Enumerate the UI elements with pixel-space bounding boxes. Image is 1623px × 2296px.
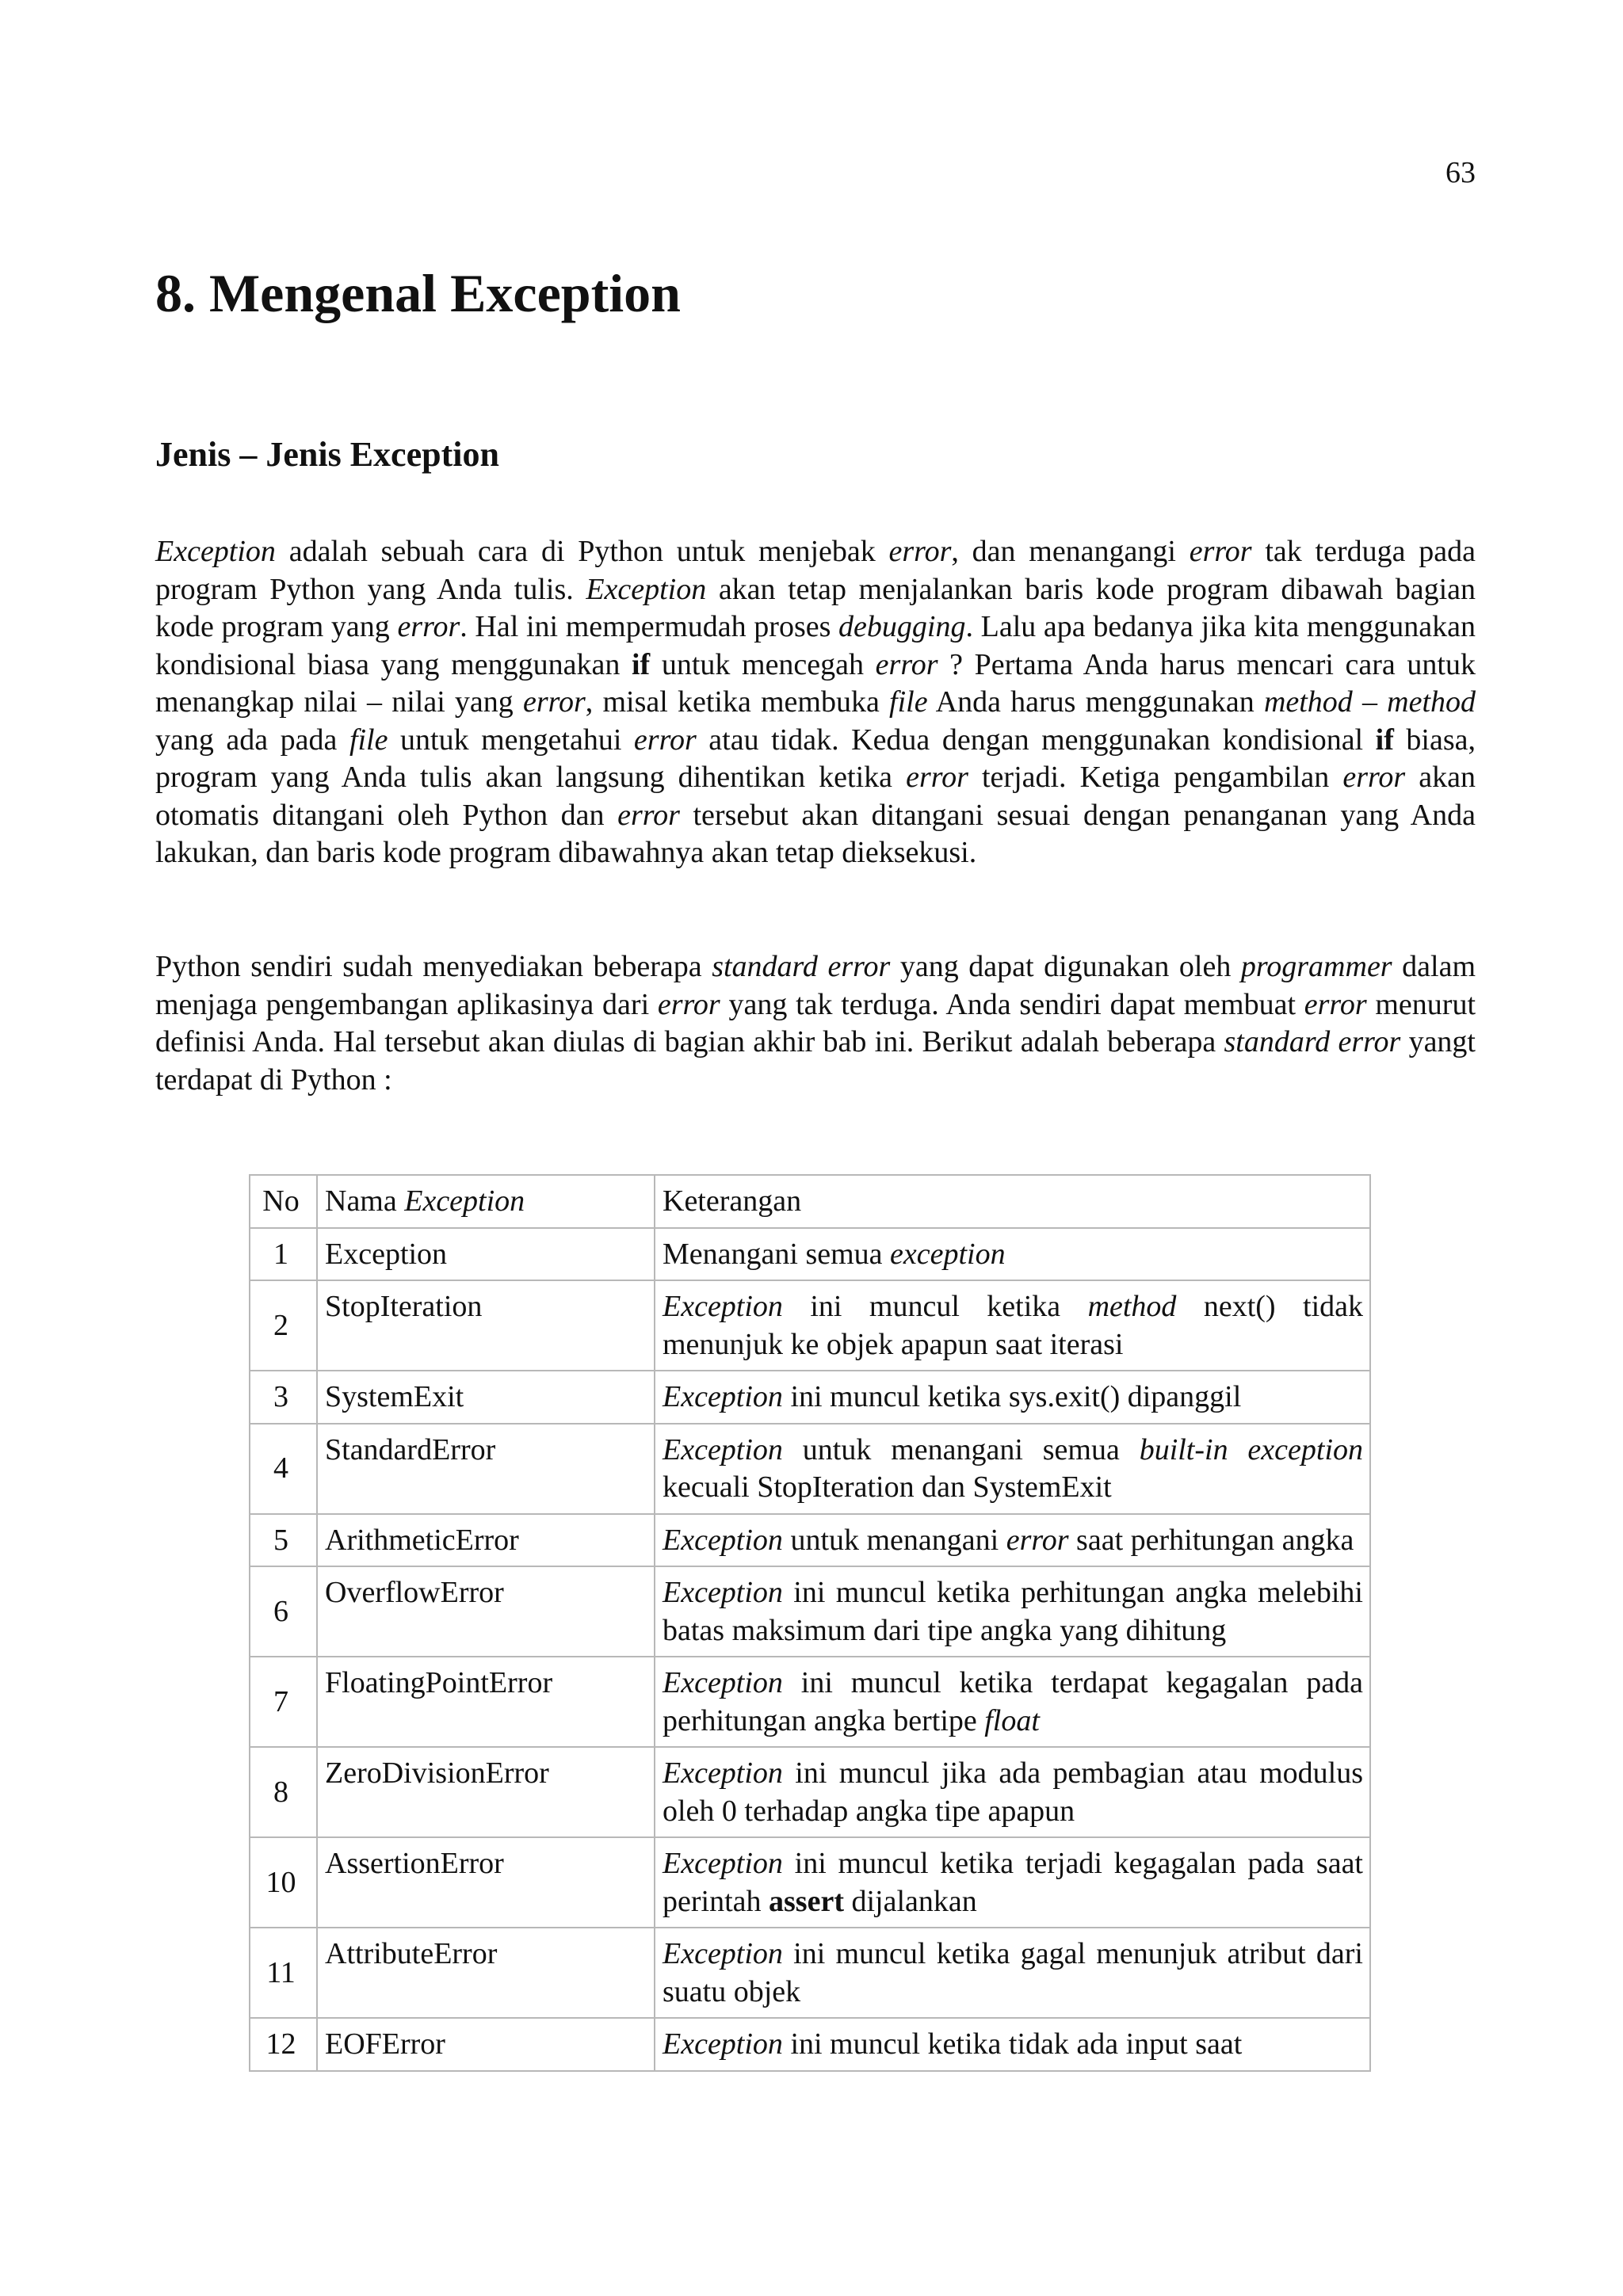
row-number: 6 xyxy=(250,1566,317,1657)
exception-description: Exception ini muncul ketika tidak ada input saat xyxy=(655,2018,1370,2071)
exception-description: Exception ini muncul ketika terdapat kegagalan pada perhitungan angka bertipe float xyxy=(655,1657,1370,1747)
row-number: 2 xyxy=(250,1280,317,1371)
exception-name: StopIteration xyxy=(317,1280,655,1371)
table-row xyxy=(250,1424,1370,1514)
header-description: Keterangan xyxy=(655,1175,1370,1228)
row-number: 4 xyxy=(250,1424,317,1514)
section-title: Jenis – Jenis Exception xyxy=(155,435,499,474)
header-no: No xyxy=(250,1175,317,1228)
page-number: 63 xyxy=(1445,156,1476,189)
exception-name: AttributeError xyxy=(317,1928,655,2018)
chapter-title: 8. Mengenal Exception xyxy=(155,263,681,323)
table-row xyxy=(250,1228,1370,1281)
table-header-row xyxy=(250,1175,1370,1228)
row-number: 12 xyxy=(250,2018,317,2071)
row-number: 8 xyxy=(250,1747,317,1837)
exception-name: StandardError xyxy=(317,1424,655,1514)
exception-description: Exception untuk menangani error saat perhitungan angka xyxy=(655,1514,1370,1567)
exception-name: ZeroDivisionError xyxy=(317,1747,655,1837)
exception-name: Exception xyxy=(317,1228,655,1281)
exception-name: SystemExit xyxy=(317,1371,655,1424)
row-number: 1 xyxy=(250,1228,317,1281)
exception-table xyxy=(249,1174,1371,2072)
table-row xyxy=(250,1928,1370,2018)
table-row xyxy=(250,2018,1370,2071)
exception-name: AssertionError xyxy=(317,1837,655,1928)
exception-description: Exception untuk menangani semua built-in exception kecuali StopIteration dan SystemExit xyxy=(655,1424,1370,1514)
exception-description: Exception ini muncul ketika sys.exit() dipanggil xyxy=(655,1371,1370,1424)
row-number: 5 xyxy=(250,1514,317,1567)
table-row xyxy=(250,1657,1370,1747)
exception-description: Exception ini muncul ketika perhitungan angka melebihi batas maksimum dari tipe angka yang dihitung xyxy=(655,1566,1370,1657)
row-number: 11 xyxy=(250,1928,317,2018)
exception-name: EOFError xyxy=(317,2018,655,2071)
row-number: 10 xyxy=(250,1837,317,1928)
exception-description: Exception ini muncul ketika gagal menunjuk atribut dari suatu objek xyxy=(655,1928,1370,2018)
header-name: Nama Exception xyxy=(317,1175,655,1228)
row-number: 3 xyxy=(250,1371,317,1424)
table-row xyxy=(250,1280,1370,1371)
standard-error-paragraph: Python sendiri sudah menyediakan beberapa standard error yang dapat digunakan oleh programmer dalam menjaga pengembangan aplikasinya dari error yang tak terduga. Anda sendiri dapat membuat error menurut definisi Anda. Hal tersebut akan diulas di bagian akhir bab ini. Berikut adalah beberapa standard error yangt terdapat di Python : xyxy=(155,950,1476,1097)
exception-description: Exception ini muncul jika ada pembagian atau modulus oleh 0 terhadap angka tipe apapun xyxy=(655,1747,1370,1837)
exception-description: Exception ini muncul ketika method next() tidak menunjuk ke objek apapun saat iterasi xyxy=(655,1280,1370,1371)
table-row xyxy=(250,1837,1370,1928)
exception-name: ArithmeticError xyxy=(317,1514,655,1567)
row-number: 7 xyxy=(250,1657,317,1747)
table-row xyxy=(250,1514,1370,1567)
table-row xyxy=(250,1371,1370,1424)
table-row xyxy=(250,1566,1370,1657)
exception-name: FloatingPointError xyxy=(317,1657,655,1747)
exception-description: Exception ini muncul ketika terjadi kegagalan pada saat perintah assert dijalankan xyxy=(655,1837,1370,1928)
table-row xyxy=(250,1747,1370,1837)
table-body xyxy=(250,1228,1370,2071)
exception-description: Menangani semua exception xyxy=(655,1228,1370,1281)
intro-paragraph: Exception adalah sebuah cara di Python untuk menjebak error, dan menangangi error tak terduga pada program Python yang Anda tulis. Exception akan tetap menjalankan baris kode program dibawah bagian kode program yang error. Hal ini mempermudah proses debugging. Lalu apa bedanya jika kita menggunakan kondisional biasa yang menggunakan if untuk mencegah error ? Pertama Anda harus mencari cara untuk menangkap nilai – nilai yang error, misal ketika membuka file Anda harus menggunakan method – method yang ada pada file untuk mengetahui error atau tidak. Kedua dengan menggunakan kondisional if biasa, program yang Anda tulis akan langsung dihentikan ketika error terjadi. Ketiga pengambilan error akan otomatis ditangani oleh Python dan error tersebut akan ditangani sesuai dengan penanganan yang Anda lakukan, dan baris kode program dibawahnya akan tetap dieksekusi. xyxy=(155,535,1476,869)
exception-name: OverflowError xyxy=(317,1566,655,1657)
